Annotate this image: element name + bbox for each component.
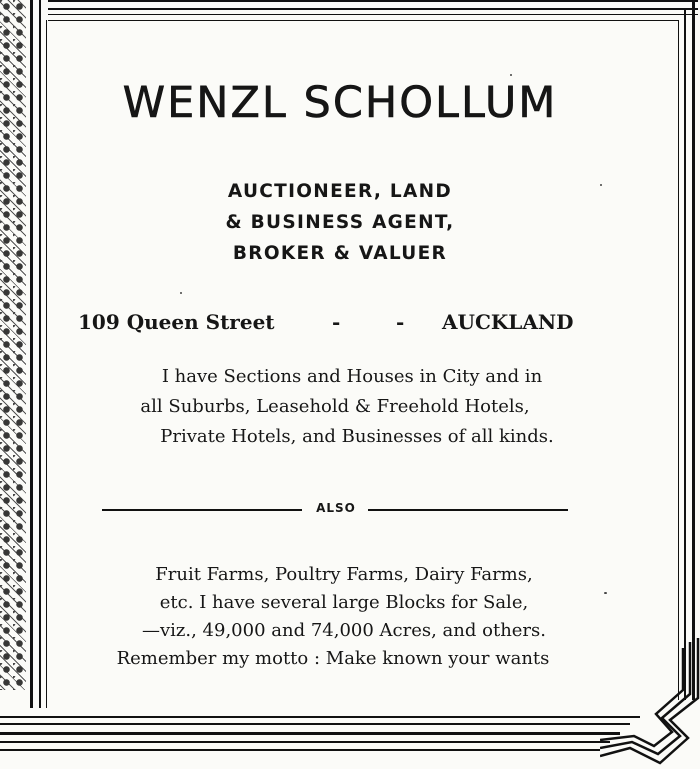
street-address: 109 Queen Street: [78, 310, 275, 334]
frame-line-right-inner: [684, 10, 686, 700]
also-divider: [102, 500, 570, 520]
city-name: AUCKLAND: [442, 310, 574, 334]
frame-line-right-outer: [692, 0, 695, 700]
frame-line-bottom-3: [0, 732, 620, 735]
frame-line-bottom-1: [0, 716, 640, 718]
farms-paragraph: [60, 561, 620, 673]
advertiser-name: WENZL SCHOLLUM: [122, 78, 558, 128]
occupation-line: BROKER & VALUER: [232, 243, 448, 264]
occupation-line: AUCTIONEER, LAND: [227, 181, 453, 202]
frame-line-top-inner2: [48, 20, 678, 21]
paragraph-line: —viz., 49,000 and 74,000 Acres, and others.: [141, 620, 546, 641]
paragraph-line: Remember my motto : Make known your wants: [116, 648, 550, 669]
paragraph-line: etc. I have several large Blocks for Sale,: [159, 592, 529, 613]
frame-line-right-thin: [678, 20, 679, 700]
ornamental-border: [0, 0, 26, 690]
frame-line-left-outer: [30, 0, 33, 708]
frame-line-top-thin: [48, 14, 698, 15]
paragraph-line: I have Sections and Houses in City and in: [161, 366, 543, 387]
address-dash: -: [396, 310, 405, 334]
frame-line-top-inner: [48, 8, 698, 10]
paragraph-line: Private Hotels, and Businesses of all kinds.: [160, 426, 554, 447]
print-speck: [604, 592, 607, 594]
address-dash: -: [332, 310, 341, 334]
occupation-line: & BUSINESS AGENT,: [225, 212, 455, 233]
frame-line-top-outer: [48, 0, 698, 2]
frame-line-bottom-5: [0, 749, 600, 751]
occupation-block: [200, 176, 480, 269]
frame-line-bottom-2: [0, 723, 630, 725]
print-speck: [180, 292, 182, 294]
print-speck: [510, 74, 512, 76]
paragraph-line: Fruit Farms, Poultry Farms, Dairy Farms,: [155, 564, 533, 585]
paragraph-line: all Suburbs, Leasehold & Freehold Hotels,: [140, 396, 530, 417]
frame-line-left-inner: [39, 0, 41, 708]
divider-label: ALSO: [316, 501, 356, 515]
listings-paragraph: [60, 362, 620, 452]
frame-line-left-thin: [46, 20, 47, 708]
divider-rule-right: [368, 509, 568, 511]
print-speck: [600, 184, 602, 186]
frame-line-bottom-4: [0, 741, 610, 743]
